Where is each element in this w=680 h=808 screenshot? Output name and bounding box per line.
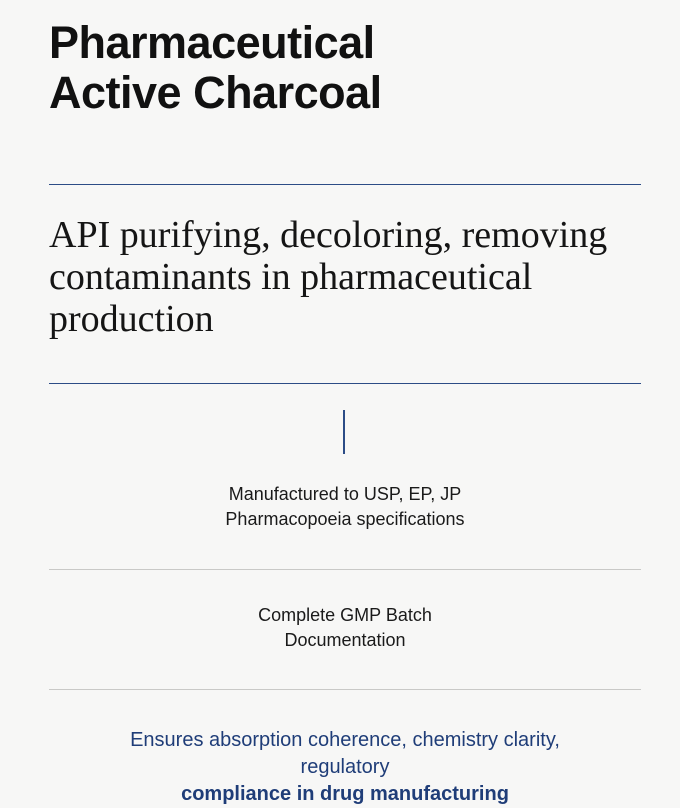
page-title <box>49 18 609 118</box>
benefit-statement-line-2 <box>20 754 670 808</box>
benefit-regular-text: regulatory <box>300 756 390 778</box>
page-title-line-1: Pharmaceutical <box>49 17 375 68</box>
spec-gmp-documentation <box>49 603 641 653</box>
benefit-bold-text: compliance in drug manufacturing <box>181 783 509 805</box>
middle-blue-divider <box>49 383 641 384</box>
spec-pharmacopoeia-line-2: Pharmacopoeia specifications <box>225 509 465 529</box>
top-blue-divider <box>49 184 641 185</box>
application-description-line-2: contaminants in pharmaceutical <box>49 256 533 298</box>
gray-divider-1 <box>49 569 641 570</box>
application-description <box>49 214 649 340</box>
application-description-line-3: production <box>49 298 214 340</box>
vertical-accent-bar <box>343 410 345 454</box>
spec-gmp-line-2: Documentation <box>284 630 406 650</box>
gray-divider-2 <box>49 689 641 690</box>
benefit-statement <box>20 727 670 808</box>
spec-pharmacopoeia <box>49 482 641 532</box>
benefit-statement-line-1: Ensures absorption coherence, chemistry clarity, <box>130 729 560 751</box>
spec-gmp-line-1: Complete GMP Batch <box>258 605 432 625</box>
page-title-line-2: Active Charcoal <box>49 67 382 118</box>
application-description-line-1: API purifying, decoloring, removing <box>49 214 608 256</box>
spec-pharmacopoeia-line-1: Manufactured to USP, EP, JP <box>228 484 462 504</box>
